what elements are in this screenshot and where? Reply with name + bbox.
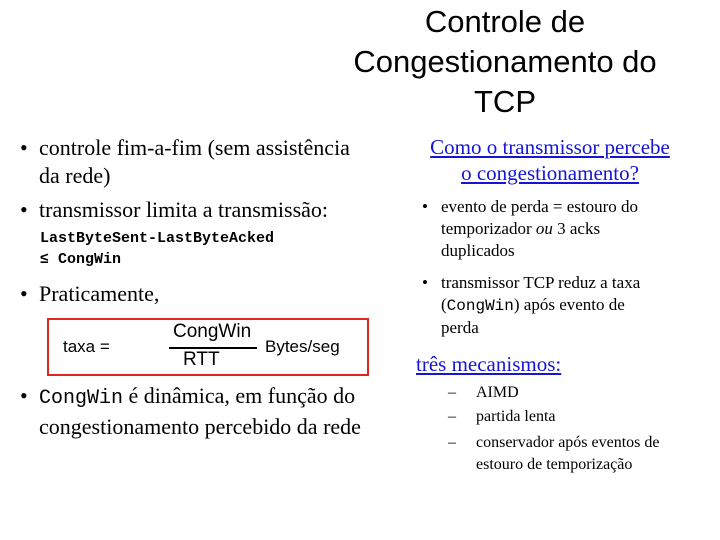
right-congwin-term: CongWin (446, 297, 514, 315)
right-bullet-1-line-1: evento de perda = estouro do (441, 197, 638, 216)
bullet-dot: • (422, 197, 428, 216)
bullet-dot: • (422, 273, 428, 292)
mechanisms-heading: três mecanismos: (416, 352, 562, 376)
left-bullet-4-line-1-rest: é dinâmica, em função do (123, 383, 356, 408)
mechanism-label: AIMD (476, 384, 519, 401)
formula-unit: Bytes/seg (265, 337, 340, 356)
dash-marker: – (448, 384, 456, 401)
window-inequality (40, 228, 274, 270)
title-line-1: Controle de (424, 4, 586, 39)
title-line-3: TCP (474, 84, 536, 119)
formula-lhs: taxa = (63, 337, 110, 356)
inequality-line-2: ≤ CongWin (40, 251, 122, 268)
dash-marker: – (448, 434, 456, 451)
left-bullet-2 (20, 196, 400, 224)
bullet-dot: • (20, 281, 28, 306)
right-bullet-2-line-2 (441, 294, 640, 317)
formula-numerator: CongWin (173, 321, 252, 342)
left-bullet-4-line-1 (39, 382, 361, 413)
bullet-dot: • (20, 197, 28, 222)
right-heading-line-1: Como o transmissor percebe (430, 135, 670, 159)
formula-denominator: RTT (183, 349, 220, 370)
left-bullet-4-line-2: congestionamento percebido da rede (39, 414, 361, 439)
right-bullet-2 (422, 272, 702, 338)
right-bullet-2-line-2-rest: ) após evento de (513, 295, 625, 314)
right-bullet-1-line-3: duplicados (441, 241, 515, 260)
right-heading-line-2: o congestionamento? (461, 161, 639, 185)
left-bullet-2-text: transmissor limita a transmissão: (39, 197, 329, 222)
mechanism-3-line-2: estouro de temporização (476, 456, 633, 473)
bullet-dot: • (20, 135, 28, 160)
left-bullet-1-line-2: da rede) (39, 163, 111, 188)
rate-formula-box (47, 318, 369, 376)
left-bullet-3 (20, 280, 400, 308)
title-line-2: Congestionamento do (353, 44, 657, 79)
bullet-dot: • (20, 383, 28, 408)
left-bullet-3-text: Praticamente, (39, 281, 160, 306)
right-bullet-1-emphasis: ou (535, 219, 553, 238)
right-bullet-1-line-2 (441, 218, 638, 240)
slide-title (340, 2, 670, 122)
mechanism-3-line-1: conservador após eventos de (476, 434, 660, 451)
right-bullet-2-line-3: perda (441, 318, 479, 337)
right-bullet-1-line-2-pre: temporizador (441, 219, 536, 238)
left-bullet-1-line-1: controle fim-a-fim (sem assistência (39, 135, 350, 160)
right-bullet-2-open-paren: ( (441, 295, 447, 314)
right-heading (405, 134, 695, 186)
right-bullet-2-line-1: transmissor TCP reduz a taxa (441, 273, 641, 292)
left-bullet-4 (20, 382, 405, 438)
inequality-line-1: LastByteSent-LastByteAcked (40, 230, 275, 247)
congwin-term: CongWin (39, 387, 124, 410)
mechanism-label: partida lenta (476, 408, 556, 425)
right-bullet-1 (422, 196, 702, 262)
dash-marker: – (448, 408, 456, 425)
right-bullet-1-line-2-post: 3 acks (552, 219, 601, 238)
left-bullet-1 (20, 134, 400, 190)
